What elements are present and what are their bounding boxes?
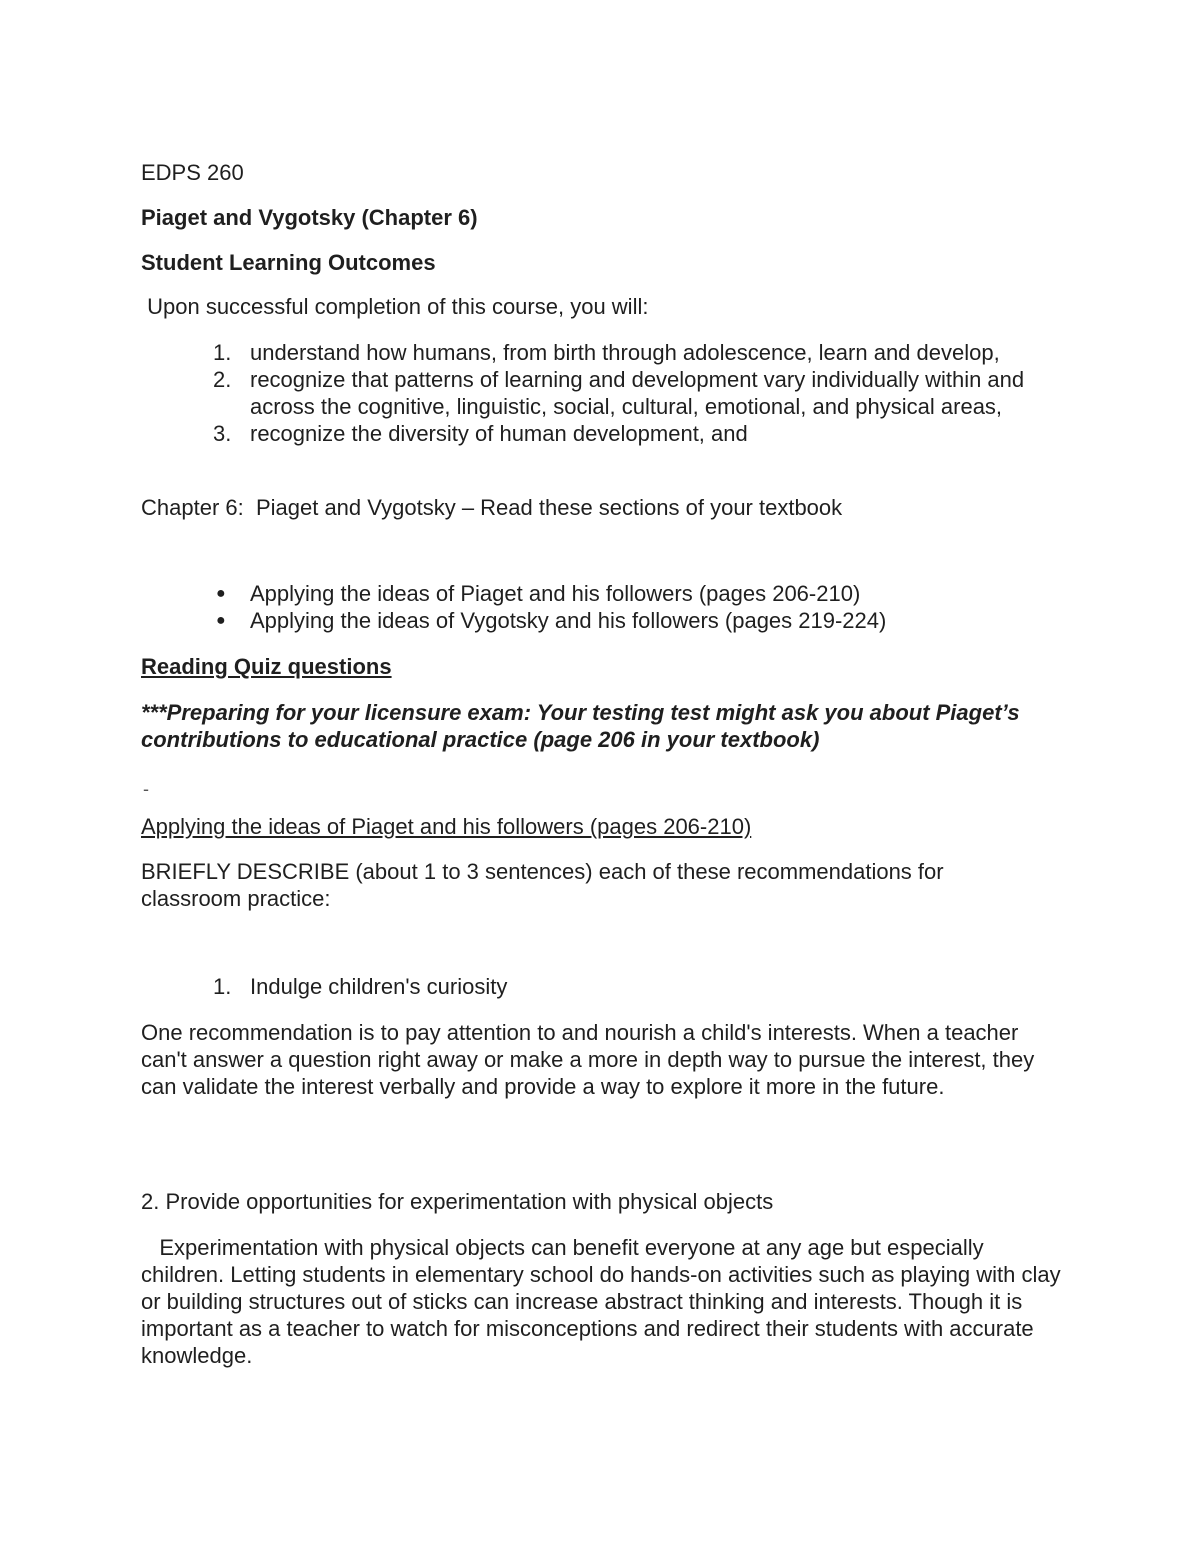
chapter-line: Chapter 6: Piaget and Vygotsky – Read these sections of your textbook — [141, 495, 843, 520]
outcome-item — [141, 366, 1071, 420]
sections-list — [141, 580, 1071, 634]
recommendation-list — [141, 973, 1071, 1000]
list-marker: 1. — [213, 974, 232, 999]
list-marker: 1. — [213, 340, 232, 365]
section-title: Applying the ideas of Piaget and his followers (pages 206-210) — [141, 814, 752, 839]
exam-note: ***Preparing for your licensure exam: Your testing test might ask you about Piaget’s contributions to educational practice (page 206 in your textbook) — [141, 700, 1020, 752]
list-marker: 2. — [213, 367, 232, 392]
dash-mark: - — [143, 779, 149, 799]
outcome-item — [141, 339, 1071, 366]
section-item — [141, 607, 1071, 634]
outcome-text: recognize that patterns of learning and development vary individually within and across the cognitive, linguistic, social, cultural, emotional, and physical areas, — [250, 367, 1025, 419]
bullet-icon: ● — [216, 612, 226, 629]
section-text: Applying the ideas of Piaget and his followers (pages 206-210) — [250, 581, 861, 606]
list-marker: 3. — [213, 421, 232, 446]
outcome-text: understand how humans, from birth through adolescence, learn and develop, — [250, 340, 1000, 365]
bullet-icon: ● — [216, 585, 226, 602]
course-code: EDPS 260 — [141, 160, 244, 185]
answer-2: Experimentation with physical objects can benefit everyone at any age but especially children. Letting students in elementary school do hands-on activities such as playing with clay or building structures out of sticks can increase abstract thinking and interests. Though it is important as a teacher to watch for misconceptions and redirect their students with accurate knowledge. — [141, 1235, 1067, 1368]
document-title: Piaget and Vygotsky (Chapter 6) — [141, 205, 478, 230]
section-item — [141, 580, 1071, 607]
outcomes-intro: Upon successful completion of this course, you will: — [141, 294, 649, 319]
outcome-text: recognize the diversity of human development, and — [250, 421, 748, 446]
instruction-text: BRIEFLY DESCRIBE (about 1 to 3 sentences) each of these recommendations for classroom practice: — [141, 859, 944, 911]
quiz-heading: Reading Quiz questions — [141, 654, 392, 679]
recommendation-2-heading: 2. Provide opportunities for experimentation with physical objects — [141, 1189, 774, 1214]
recommendation-item — [141, 973, 1071, 1000]
outcome-item — [141, 420, 1071, 447]
outcomes-list — [141, 339, 1071, 447]
answer-1: One recommendation is to pay attention to and nourish a child's interests. When a teacher can't answer a question right away or make a more in depth way to pursue the interest, they can validate the interest verbally and provide a way to explore it more in the future. — [141, 1020, 1035, 1099]
outcomes-heading: Student Learning Outcomes — [141, 250, 436, 275]
section-text: Applying the ideas of Vygotsky and his followers (pages 219-224) — [250, 608, 887, 633]
recommendation-text: Indulge children's curiosity — [250, 974, 508, 999]
